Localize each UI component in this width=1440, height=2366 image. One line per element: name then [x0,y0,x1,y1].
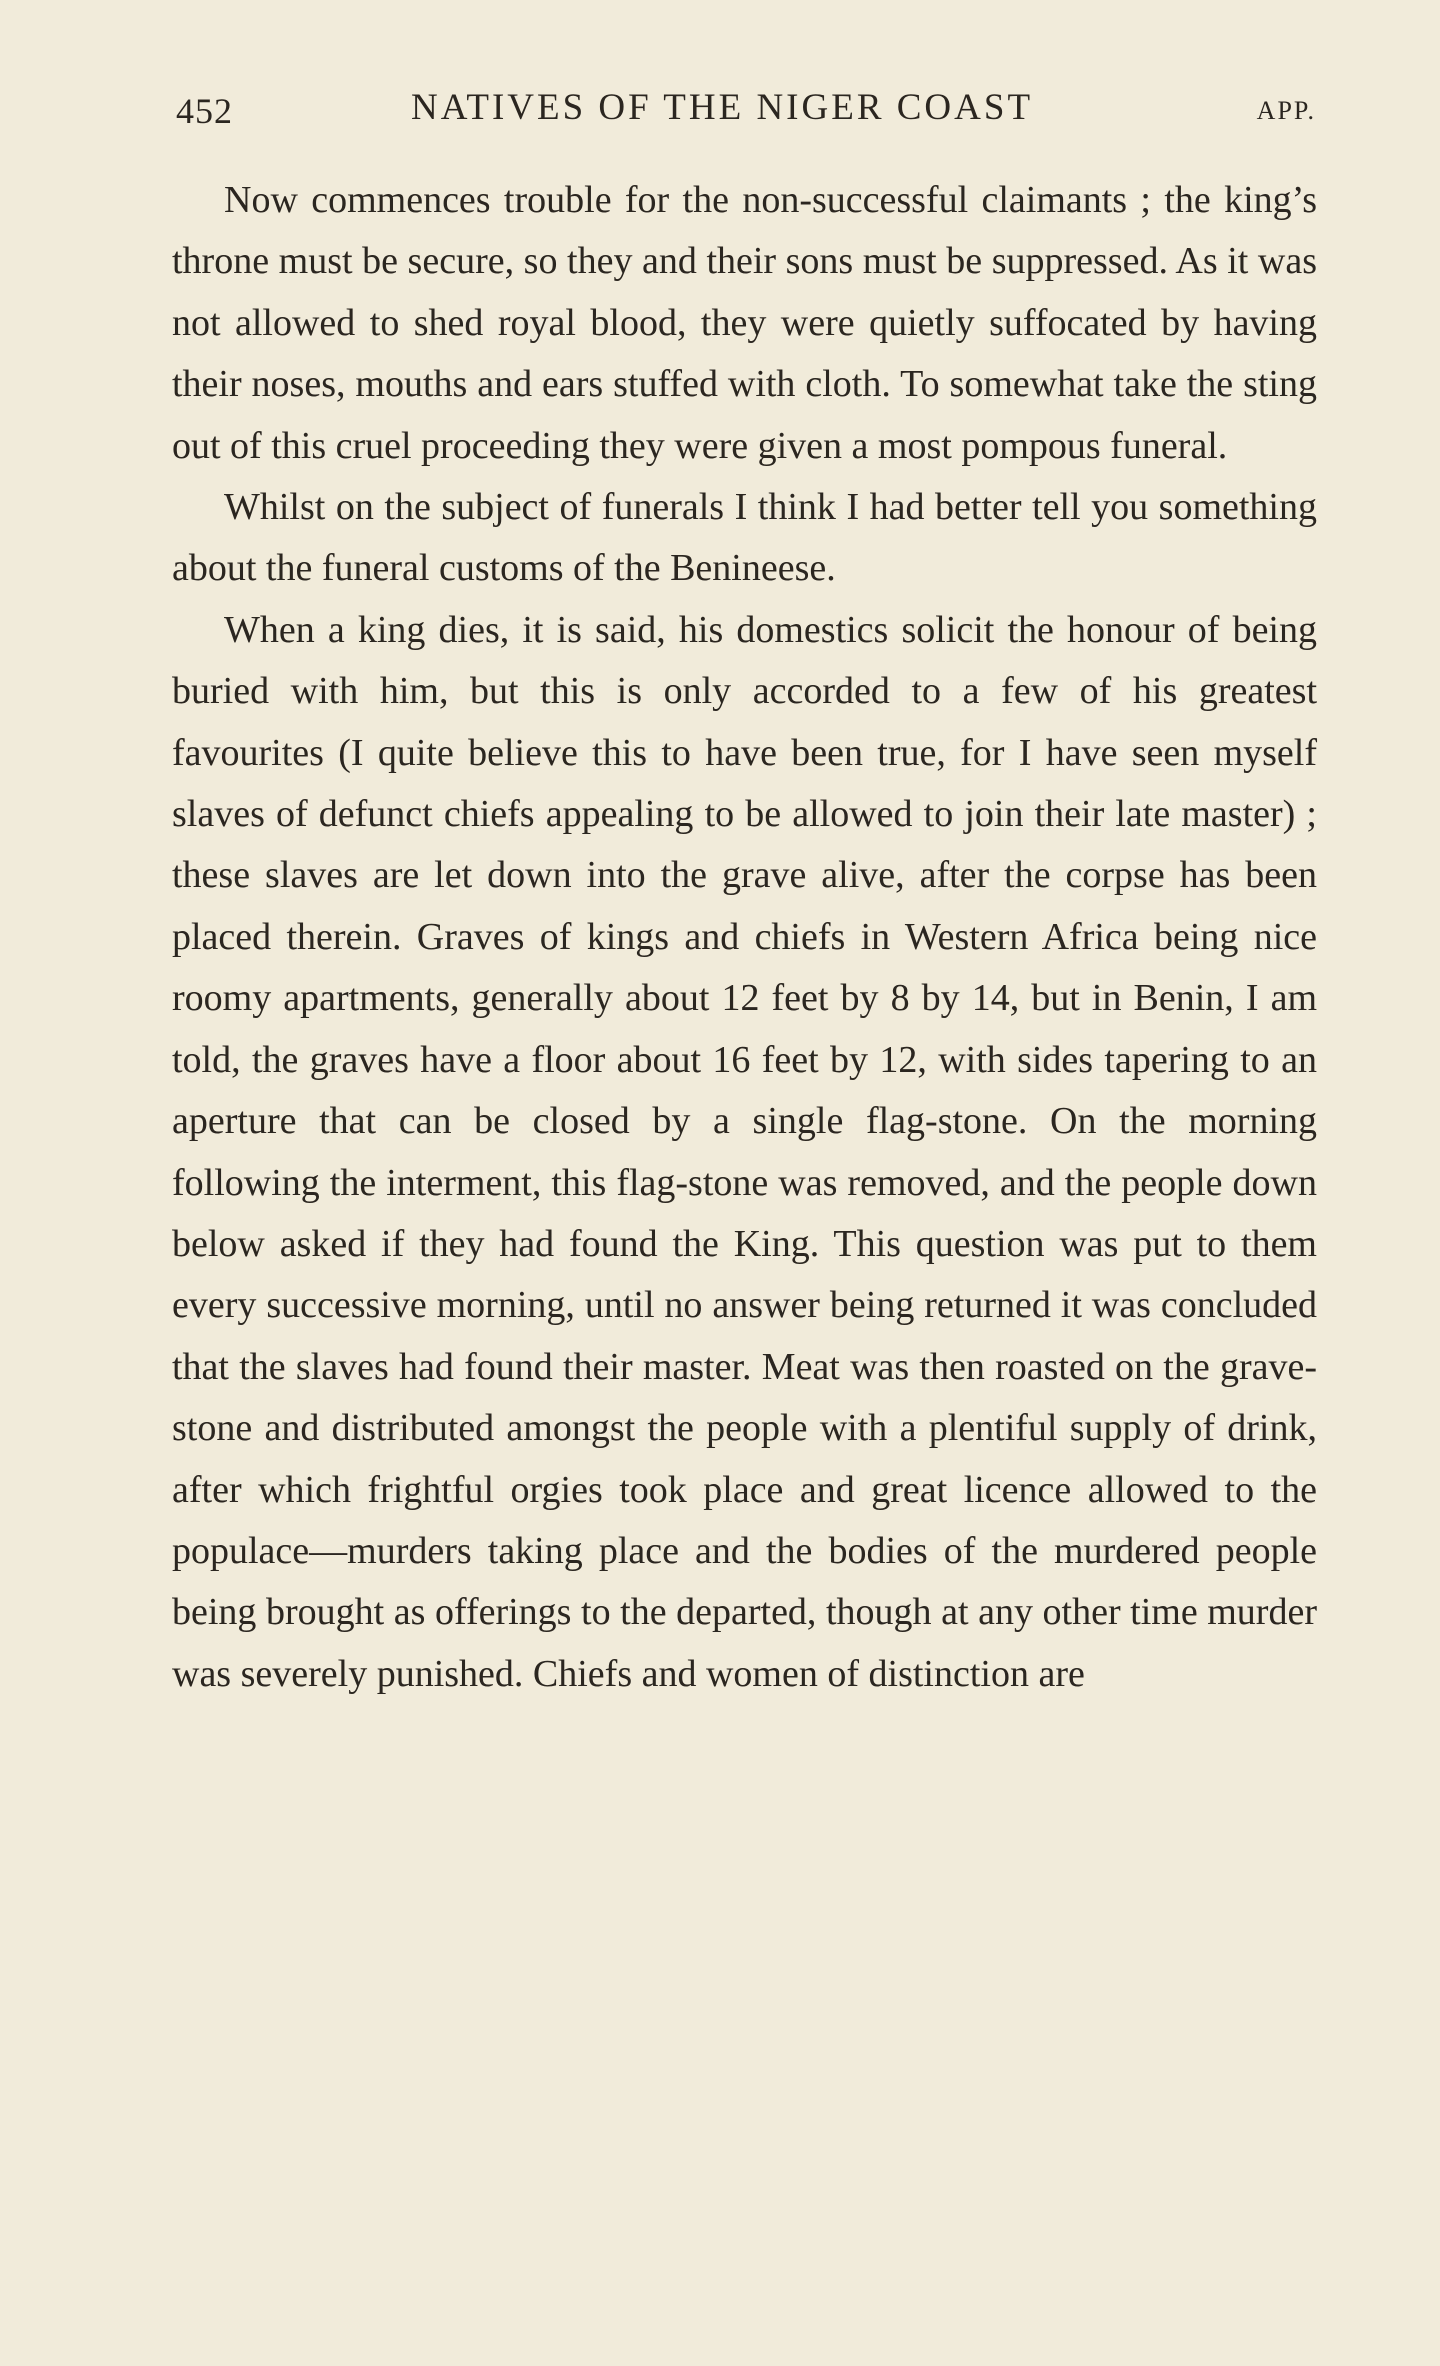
body-text [172,170,1317,1705]
page-number: 452 [176,91,233,131]
paragraph-3: When a king dies, it is said, his domestics solicit the honour of being buried with him, but this is only accorded to a few of his greatest favourites (I quite believe this to have been true, for I have seen myself slaves of defunct chiefs appealing to be allowed to join their late master) ; these slaves are let down into the grave alive, after the corpse has been placed therein. Graves of kings and chiefs in Western Africa being nice roomy apartments, generally about 12 feet by 8 by 14, but in Benin, I am told, the graves have a floor about 16 feet by 12, with sides tapering to an aperture that can be closed by a single flag-stone. On the morning following the interment, this flag-stone was removed, and the people down below asked if they had found the King. This question was put to them every successive morning, until no answer being returned it was concluded that the slaves had found their master. Meat was then roasted on the grave-stone and distributed amongst the people with a plentiful supply of drink, after which frightful orgies took place and great licence allowed to the populace—murders taking place and the bodies of the murdered people being brought as offerings to the departed, though at any other time murder was severely punished. Chiefs and women of distinction are [172,608,1317,1695]
running-header [176,82,1316,142]
section-mark: APP. [1256,96,1316,125]
paragraph-1: Now commences trouble for the non-successful claimants ; the king’s throne must be secure, so they and their sons must be suppressed. As it was not allowed to shed royal blood, they were quietly suffocated by having their noses, mouths and ears stuffed with cloth. To somewhat take the sting out of this cruel proceeding they were given a most pompous funeral. [172,179,1317,467]
book-title: NATIVES OF THE NIGER COAST [411,87,1034,128]
paragraph-2: Whilst on the subject of funerals I think I had better tell you something about the funeral customs of the Benineese. [172,486,1317,590]
